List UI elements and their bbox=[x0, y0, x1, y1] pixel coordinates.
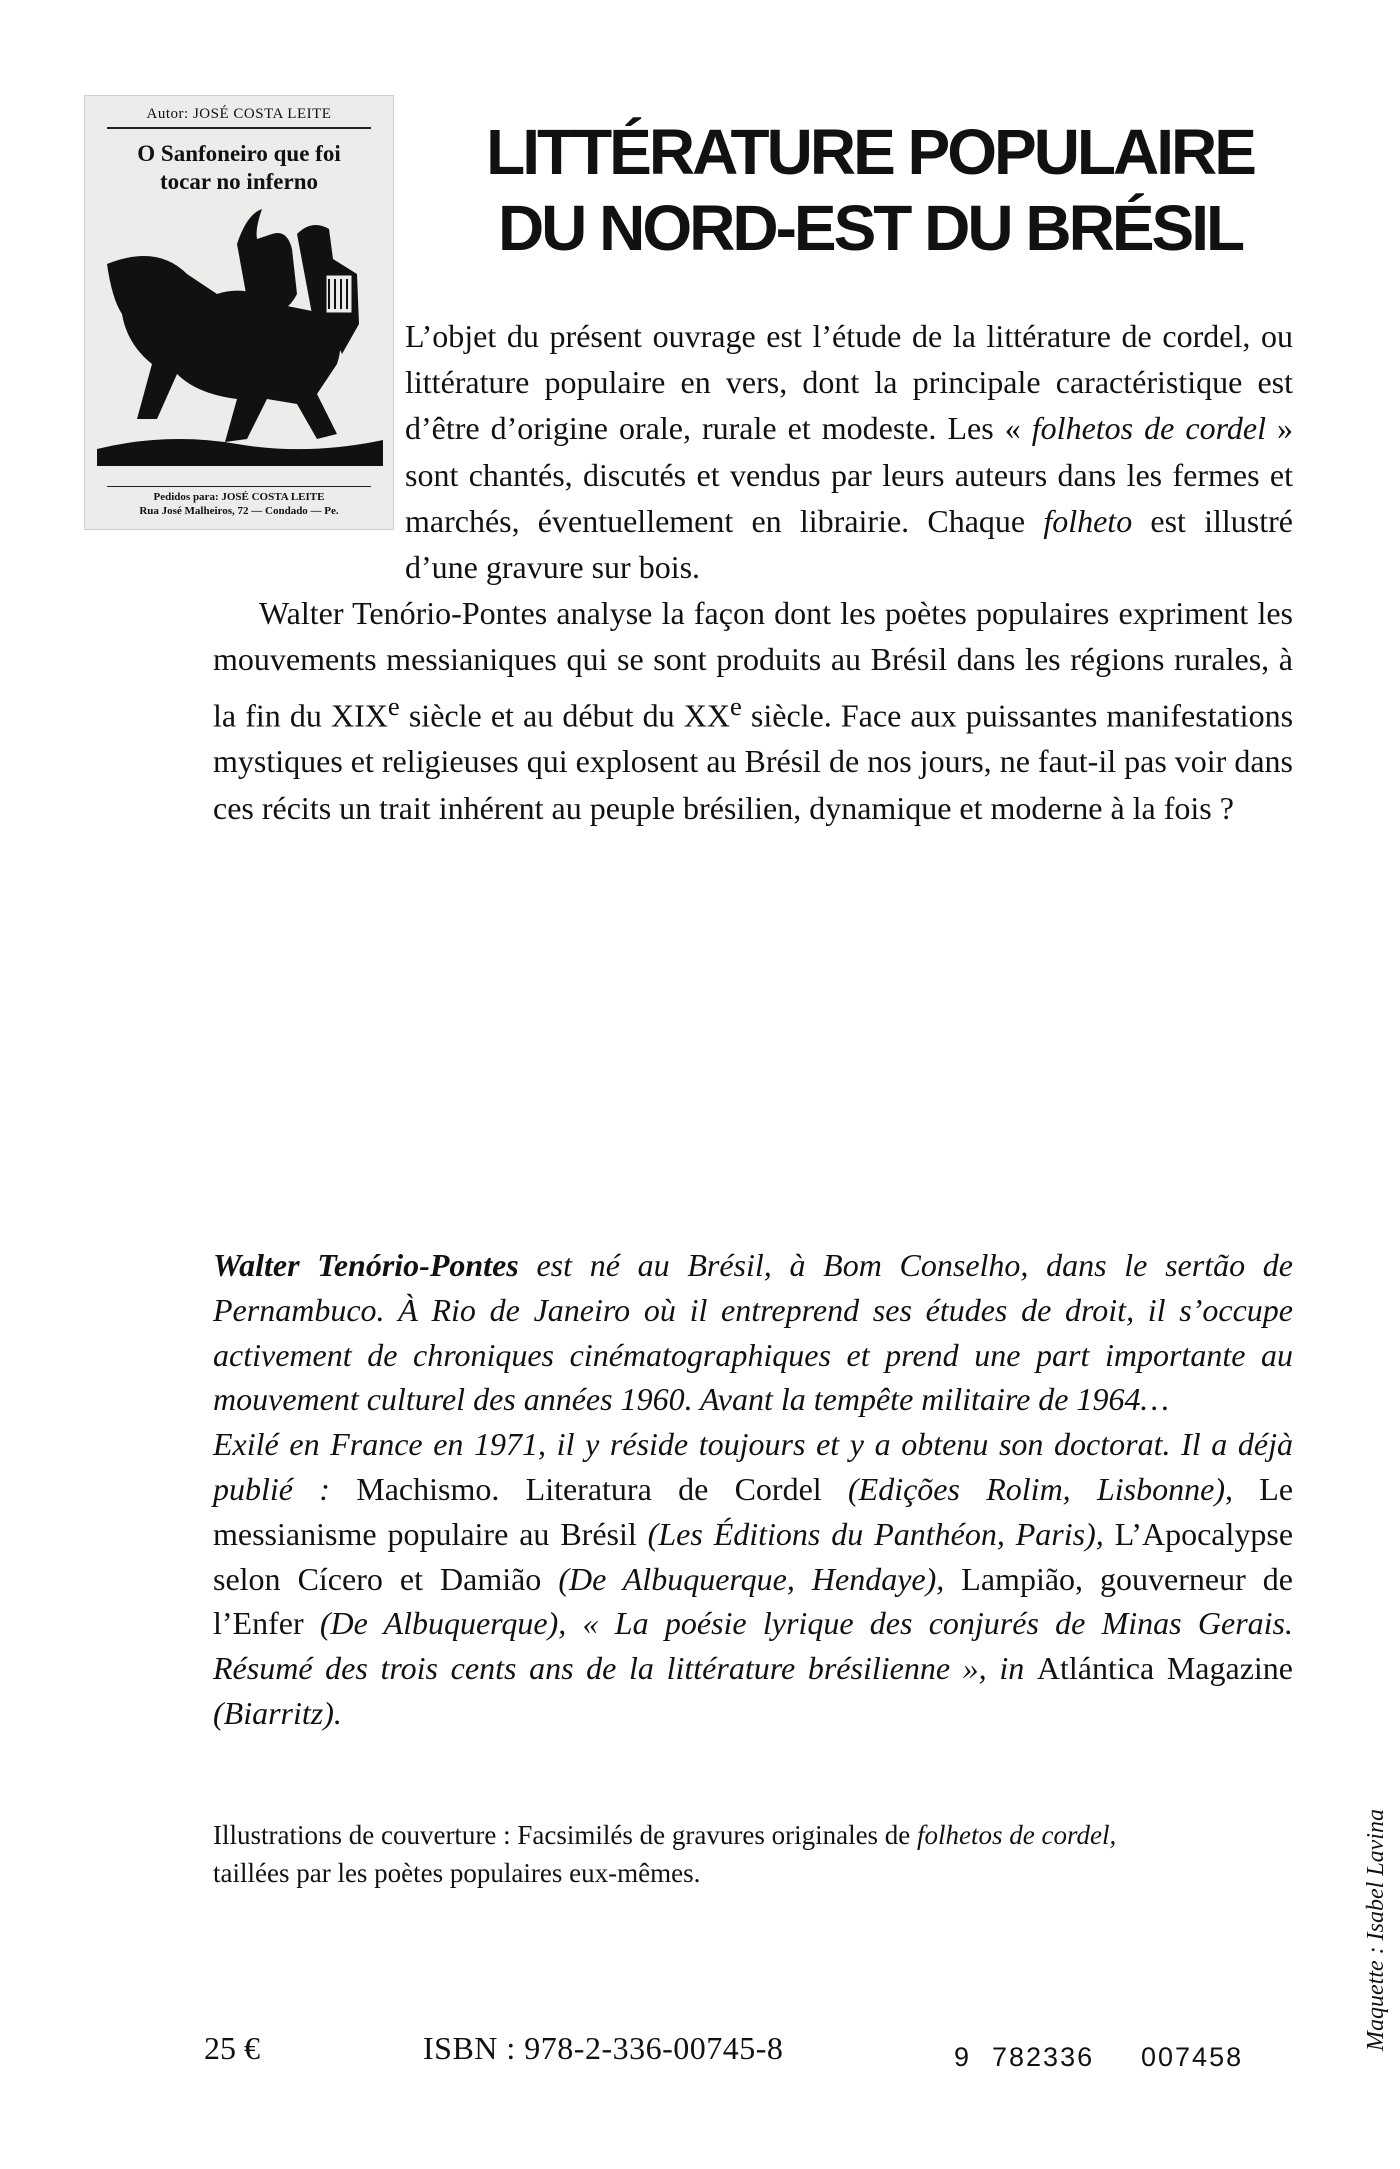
author-biography bbox=[213, 1243, 1293, 1736]
back-cover-blurb bbox=[213, 313, 1293, 831]
cover-illustration-credits: Illustrations de couverture : Facsimilés de gravures originales de folhetos de cordel, taillées par les poètes populaires eux-mêmes. bbox=[213, 1820, 1117, 1888]
book-title bbox=[440, 114, 1300, 266]
price: 25 € bbox=[204, 2030, 260, 2066]
image-wrap-spacer bbox=[213, 313, 405, 545]
isbn-number: ISBN : 978-2-336-00745-8 bbox=[423, 2030, 784, 2066]
woodcut-title: O Sanfoneiro que foi tocar no inferno bbox=[137, 141, 341, 194]
author-bio-paragraph-2: Exilé en France en 1971, il y réside toujours et y a obtenu son doctorat. Il a déjà publié : Machismo. Literatura de Cordel (Edições Rolim, Lisbonne), Le messianisme populaire au Brésil (Les Éditions du Panthéon, Paris), L’Apocalypse selon Cícero et Damião (De Albuquerque, Hendaye), Lampião, gouverneur de l’Enfer (De Albuquerque), « La poésie lyrique des conjurés de Minas Gerais. Résumé des trois cents ans de la littérature brésilienne », in Atlántica Magazine (Biarritz). bbox=[213, 1426, 1294, 1731]
layout-designer-credit: Maquette : Isabel Lavina bbox=[1363, 1809, 1389, 2051]
barcode-left-digits: 782336 bbox=[992, 2042, 1095, 2072]
woodcut-author-line: Autor: JOSÉ COSTA LEITE bbox=[107, 106, 371, 129]
woodcut-order-lines: Pedidos para: JOSÉ COSTA LEITE Rua José Malheiros, 72 — Condado — Pe. bbox=[107, 486, 371, 518]
author-name: Walter Tenório-Pontes bbox=[213, 1247, 519, 1283]
barcode-first-digit: 9 bbox=[954, 2042, 972, 2072]
author-bio-paragraph-1: Walter Tenório-Pontes est né au Brésil, à Bom Conselho, dans le sertão de Pernambuco. À Rio de Janeiro où il entreprend ses études de droit, il s’occupe activement de chroniques cinématographiques et prend une part importante au mouvement culturel des années 1960. Avant la tempête militaire de 1964… bbox=[213, 1247, 1294, 1418]
book-title-line-1: LITTÉRATURE POPULAIRE bbox=[486, 116, 1254, 188]
book-title-line-2: DU NORD-EST DU BRÉSIL bbox=[497, 192, 1243, 264]
barcode-right-digits: 007458 bbox=[1141, 2042, 1244, 2072]
blurb-paragraph-1: L’objet du présent ouvrage est l’étude de la littérature de cordel, ou littérature populaire en vers, dont la principale caractéristique est d’être d’origine orale, rurale et modeste. Les « folhetos de cordel » sont chantés, discutés et vendus par leurs auteurs dans les fermes et marchés, éventuellement en librairie. Chaque folheto est illustré d’une gravure sur bois. bbox=[405, 318, 1294, 586]
blurb-paragraph-2: Walter Tenório-Pontes analyse la façon dont les poètes populaires expriment les mouvements messianiques qui se sont produits au Brésil dans les régions rurales, à la fin du XIXe siècle et au début du XXe siècle. Face aux puissantes manifestations mystiques et religieuses qui explosent au Brésil de nos jours, ne faut-il pas voir dans ces récits un trait inhérent au peuple brésilien, dynamique et moderne à la fois ? bbox=[213, 595, 1294, 826]
